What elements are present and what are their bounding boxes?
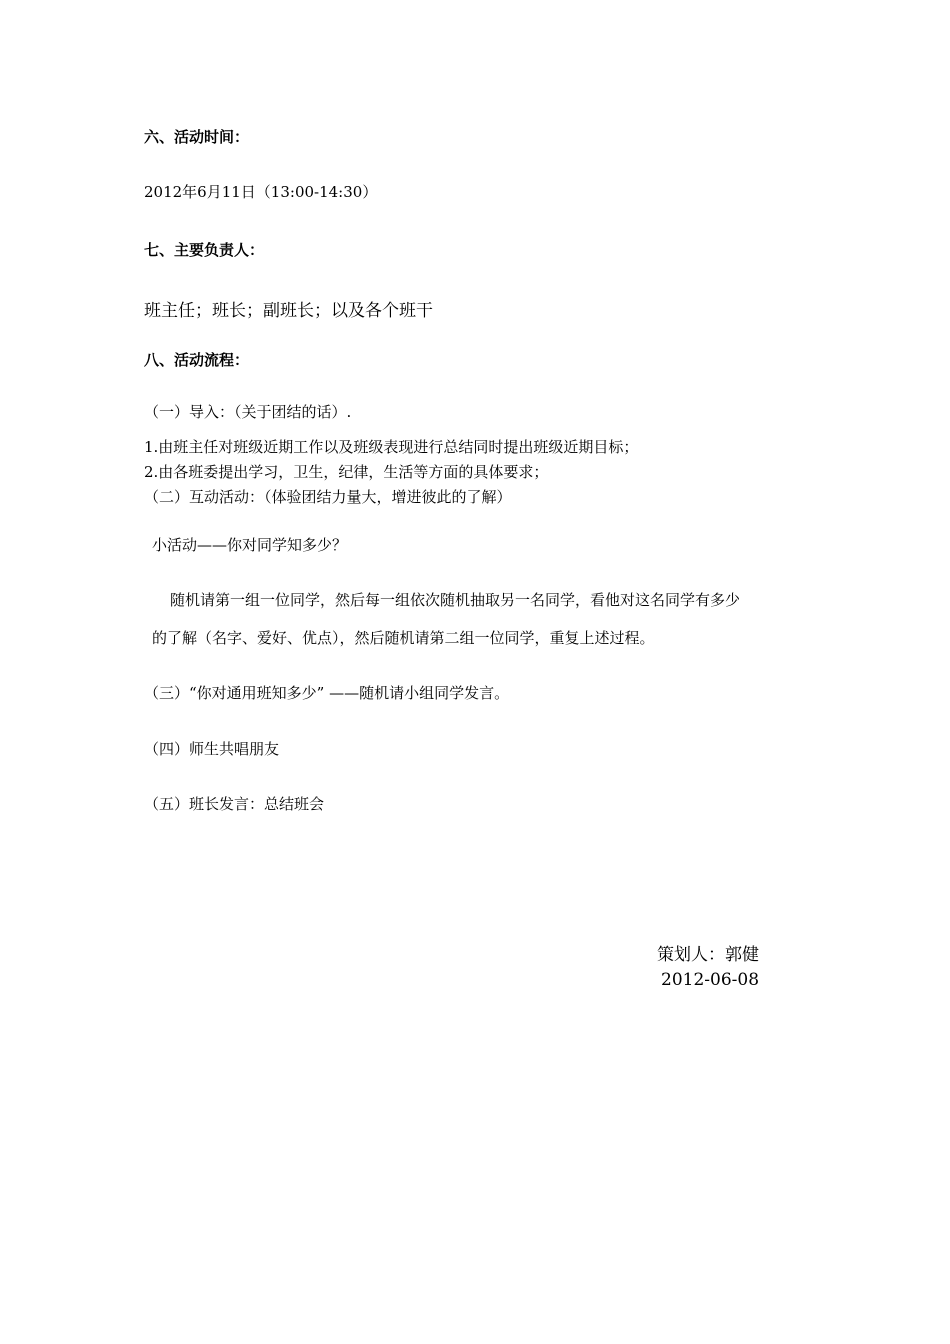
mini-activity-description-line-2: 的了解（名字、爱好、优点），然后随机请第二组一位同学，重复上述过程。: [152, 629, 655, 647]
planner-signature: 策划人：郭健: [657, 945, 759, 965]
process-step-2: （二）互动活动：（体验团结力量大，增进彼此的了解）: [144, 488, 512, 506]
activity-time-text: 2012年6月11日（13:00-14:30）: [144, 183, 378, 201]
process-step-5: （五）班长发言：总结班会: [144, 795, 325, 813]
persons-in-charge-text: 班主任；班长；副班长；以及各个班干: [144, 301, 433, 321]
process-item-2: 2.由各班委提出学习，卫生，纪律，生活等方面的具体要求；: [144, 463, 549, 481]
mini-activity-title: 小活动——你对同学知多少？: [152, 536, 348, 554]
process-step-3: （三）“你对通用班知多少” ——随机请小组同学发言。: [144, 684, 510, 702]
process-step-1: （一）导入：（关于团结的话）.: [144, 403, 352, 421]
section-time-heading: 六、活动时间：: [144, 128, 250, 146]
signature-date: 2012-06-08: [661, 970, 760, 990]
section-persons-heading: 七、主要负责人：: [144, 241, 265, 259]
process-item-1: 1.由班主任对班级近期工作以及班级表现进行总结同时提出班级近期目标；: [144, 438, 639, 456]
mini-activity-description-line-1: 随机请第一组一位同学，然后每一组依次随机抽取另一名同学，看他对这名同学有多少: [170, 591, 741, 609]
process-step-4: （四）师生共唱朋友: [144, 740, 280, 758]
section-process-heading: 八、活动流程：: [144, 351, 250, 369]
